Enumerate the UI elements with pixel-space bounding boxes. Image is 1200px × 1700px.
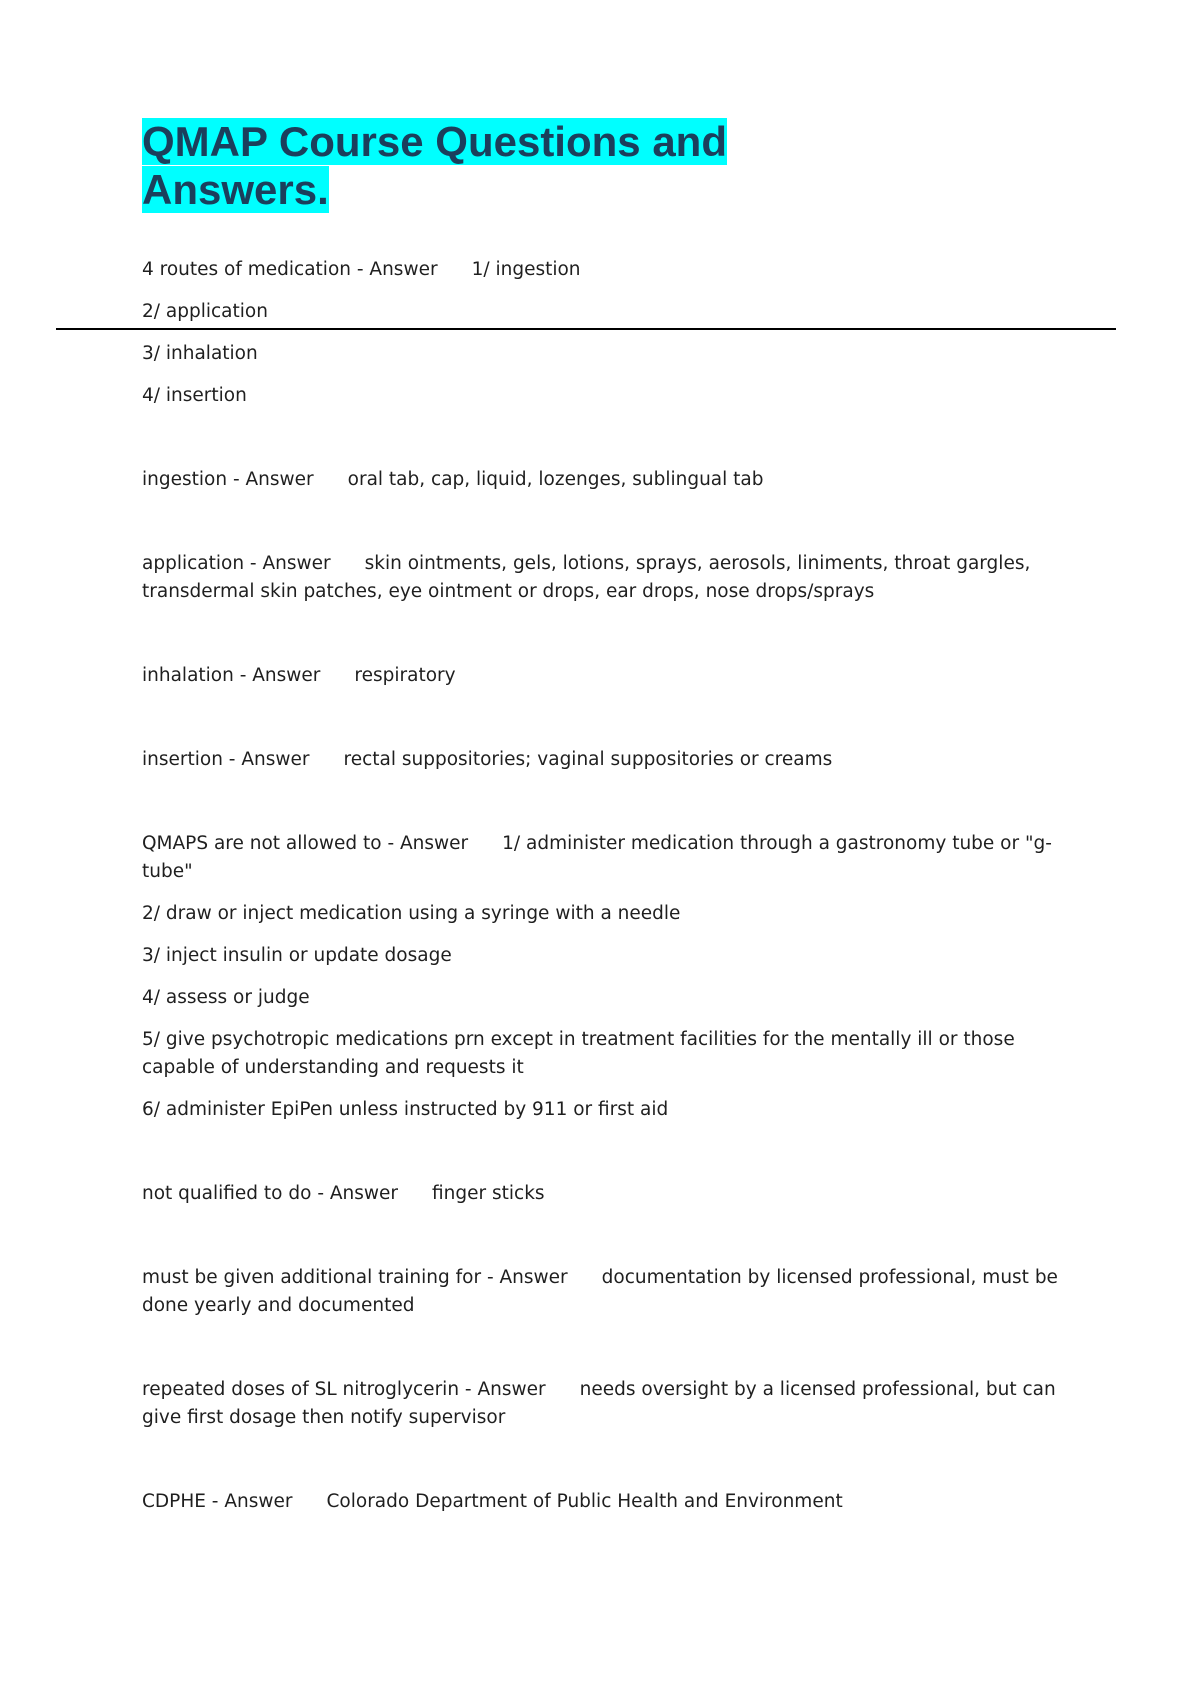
qa-continuation: 5/ give psychotropic medications prn except in treatment facilities for the mentally ill or those capable of understanding and requests it xyxy=(142,1029,1015,1078)
qa-continuation: 2/ draw or inject medication using a syringe with a needle xyxy=(142,903,681,924)
qa-answer: documentation by licensed professional, must be done yearly and documented xyxy=(142,1267,1058,1316)
paragraph-spacer xyxy=(142,620,1072,662)
qa-question: CDPHE - Answer xyxy=(142,1491,293,1512)
qa-entry xyxy=(142,1376,1072,1432)
paragraph-spacer xyxy=(142,1138,1072,1180)
qa-question: QMAPS are not allowed to - Answer xyxy=(142,833,469,854)
qa-question: application - Answer xyxy=(142,553,331,574)
paragraph-spacer xyxy=(142,1446,1072,1488)
qa-answer: needs oversight by a licensed professional, but can give first dosage then notify supervisor xyxy=(142,1379,1056,1428)
qa-answer: oral tab, cap, liquid, lozenges, sublingual tab xyxy=(347,469,764,490)
paragraph-spacer xyxy=(142,1222,1072,1264)
qa-entry xyxy=(142,830,1072,886)
qa-answer: respiratory xyxy=(354,665,456,686)
qa-question: repeated doses of SL nitroglycerin - Answer xyxy=(142,1379,546,1400)
qa-answer: 1/ administer medication through a gastronomy tube or "g-tube" xyxy=(142,833,1052,882)
qa-entry xyxy=(142,550,1072,606)
qa-question: insertion - Answer xyxy=(142,749,310,770)
paragraph-spacer xyxy=(142,704,1072,746)
paragraph-spacer xyxy=(142,788,1072,830)
qa-question: must be given additional training for - Answer xyxy=(142,1267,568,1288)
qa-entry xyxy=(142,256,1072,284)
qa-entry xyxy=(142,1180,1072,1208)
qa-entry xyxy=(142,1264,1072,1320)
qa-answer: 1/ ingestion xyxy=(471,259,581,280)
qa-entry xyxy=(142,662,1072,690)
qa-question: not qualified to do - Answer xyxy=(142,1183,399,1204)
paragraph-spacer xyxy=(142,424,1072,466)
qa-answer: finger sticks xyxy=(432,1183,545,1204)
qa-continuation: 4/ insertion xyxy=(142,385,247,406)
qa-answer: Colorado Department of Public Health and Environment xyxy=(326,1491,843,1512)
qa-entry xyxy=(142,466,1072,494)
qa-question: ingestion - Answer xyxy=(142,469,314,490)
qa-content xyxy=(142,256,1072,1530)
qa-question: 4 routes of medication - Answer xyxy=(142,259,438,280)
document-title xyxy=(142,118,842,214)
qa-question: inhalation - Answer xyxy=(142,665,321,686)
paragraph-spacer xyxy=(142,508,1072,550)
document-title-text: QMAP Course Questions and Answers. xyxy=(142,118,727,213)
qa-continuation: 6/ administer EpiPen unless instructed by 911 or first aid xyxy=(142,1099,669,1120)
qa-continuation: 2/ application xyxy=(142,301,268,322)
paragraph-spacer xyxy=(142,1334,1072,1376)
qa-answer: rectal suppositories; vaginal suppositories or creams xyxy=(343,749,833,770)
qa-answer: skin ointments, gels, lotions, sprays, aerosols, liniments, throat gargles, transdermal skin patches, eye ointment or drops, ear drops, nose drops/sprays xyxy=(142,553,1031,602)
qa-continuation: 4/ assess or judge xyxy=(142,987,310,1008)
qa-entry xyxy=(142,1488,1072,1516)
qa-continuation: 3/ inject insulin or update dosage xyxy=(142,945,452,966)
qa-entry xyxy=(142,746,1072,774)
qa-continuation: 3/ inhalation xyxy=(142,343,258,364)
